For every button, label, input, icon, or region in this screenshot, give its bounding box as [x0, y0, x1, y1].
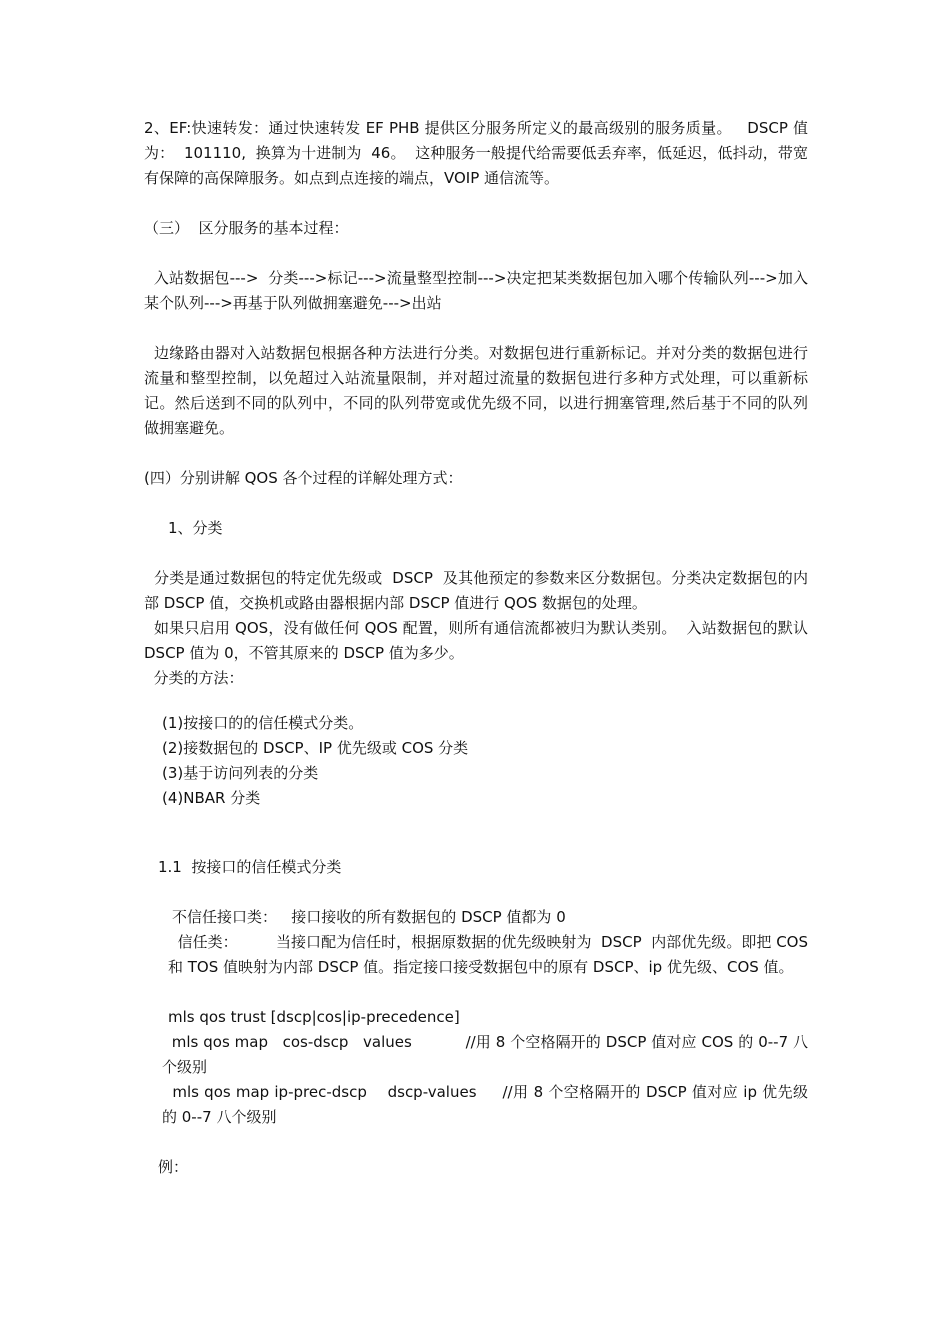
subsection-1-1-title: 1.1 按接口的信任模式分类 — [158, 858, 342, 876]
trusted-interface-text: 信任类： 当接口配为信任时，根据原数据的优先级映射为 DSCP 内部优先级。即把 COS 和 TOS 值映射为内部 DSCP 值。指定接口接受数据包中的原有 DSCP、ip 优先级、COS 值。 — [168, 933, 813, 976]
classification-paragraph-1: 分类是通过数据包的特定优先级或 DSCP 及其他预定的参数来区分数据包。分类决定数据包的内部 DSCP 值，交换机或路由器根据内部 DSCP 值进行 QOS 数据包的处理。 — [144, 569, 808, 612]
section-3-flow: 入站数据包---> 分类--->标记--->流量整型控制--->决定把某类数据包加入哪个传输队列--->加入某个队列--->再基于队列做拥塞避免--->出站 — [144, 269, 808, 312]
command-cos-dscp-map: mls qos map cos-dscp values //用 8 个空格隔开的 DSCP 值对应 COS 的 0--7 八个级别 — [162, 1033, 809, 1076]
command-ip-prec-dscp-map: mls qos map ip-prec-dscp dscp-values //用 8 个空格隔开的 DSCP 值对应 ip 优先级的 0--7 八个级别 — [162, 1083, 808, 1126]
example-label: 例： — [158, 1158, 189, 1176]
method-item: (3)基于访问列表的分类 — [162, 764, 319, 782]
document-body — [144, 116, 813, 1180]
section-3-description: 边缘路由器对入站数据包根据各种方法进行分类。对数据包进行重新标记。并对分类的数据包进行流量和整型控制，以免超过入站流量限制，并对超过流量的数据包进行多种方式处理，可以重新标记。然后送到不同的队列中，不同的队列带宽或优先级不同，以进行拥塞管理,然后基于不同的队列做拥塞避免。 — [144, 344, 808, 437]
method-item: (1)按接口的的信任模式分类。 — [162, 714, 364, 732]
untrusted-interface-text: 不信任接口类： 接口接收的所有数据包的 DSCP 值都为 0 — [172, 908, 566, 926]
method-item: (2)接数据包的 DSCP、IP 优先级或 COS 分类 — [162, 739, 469, 757]
subsection-1-title: 1、分类 — [168, 519, 223, 537]
section-3-title: （三） 区分服务的基本过程： — [144, 219, 349, 237]
ef-paragraph: 2、EF:快速转发：通过快速转发 EF PHB 提供区分服务所定义的最高级别的服务质量。 DSCP 值为： 101110, 换算为十进制为 46。 这种服务一般提代给需要低丢弃率，低延迟，低抖动，带宽有保障的高保障服务。如点到点连接的端点，VOIP 通信流等。 — [144, 119, 808, 187]
classification-paragraph-3: 分类的方法： — [144, 669, 244, 687]
method-item: (4)NBAR 分类 — [162, 789, 261, 807]
command-trust: mls qos trust [dscp|cos|ip-precedence] — [168, 1008, 460, 1026]
classification-paragraph-2: 如果只启用 QOS，没有做任何 QOS 配置，则所有通信流都被归为默认类别。 入站数据包的默认 DSCP 值为 0，不管其原来的 DSCP 值为多少。 — [144, 619, 813, 662]
section-4-title: (四）分别讲解 QOS 各个过程的详解处理方式： — [144, 469, 463, 487]
